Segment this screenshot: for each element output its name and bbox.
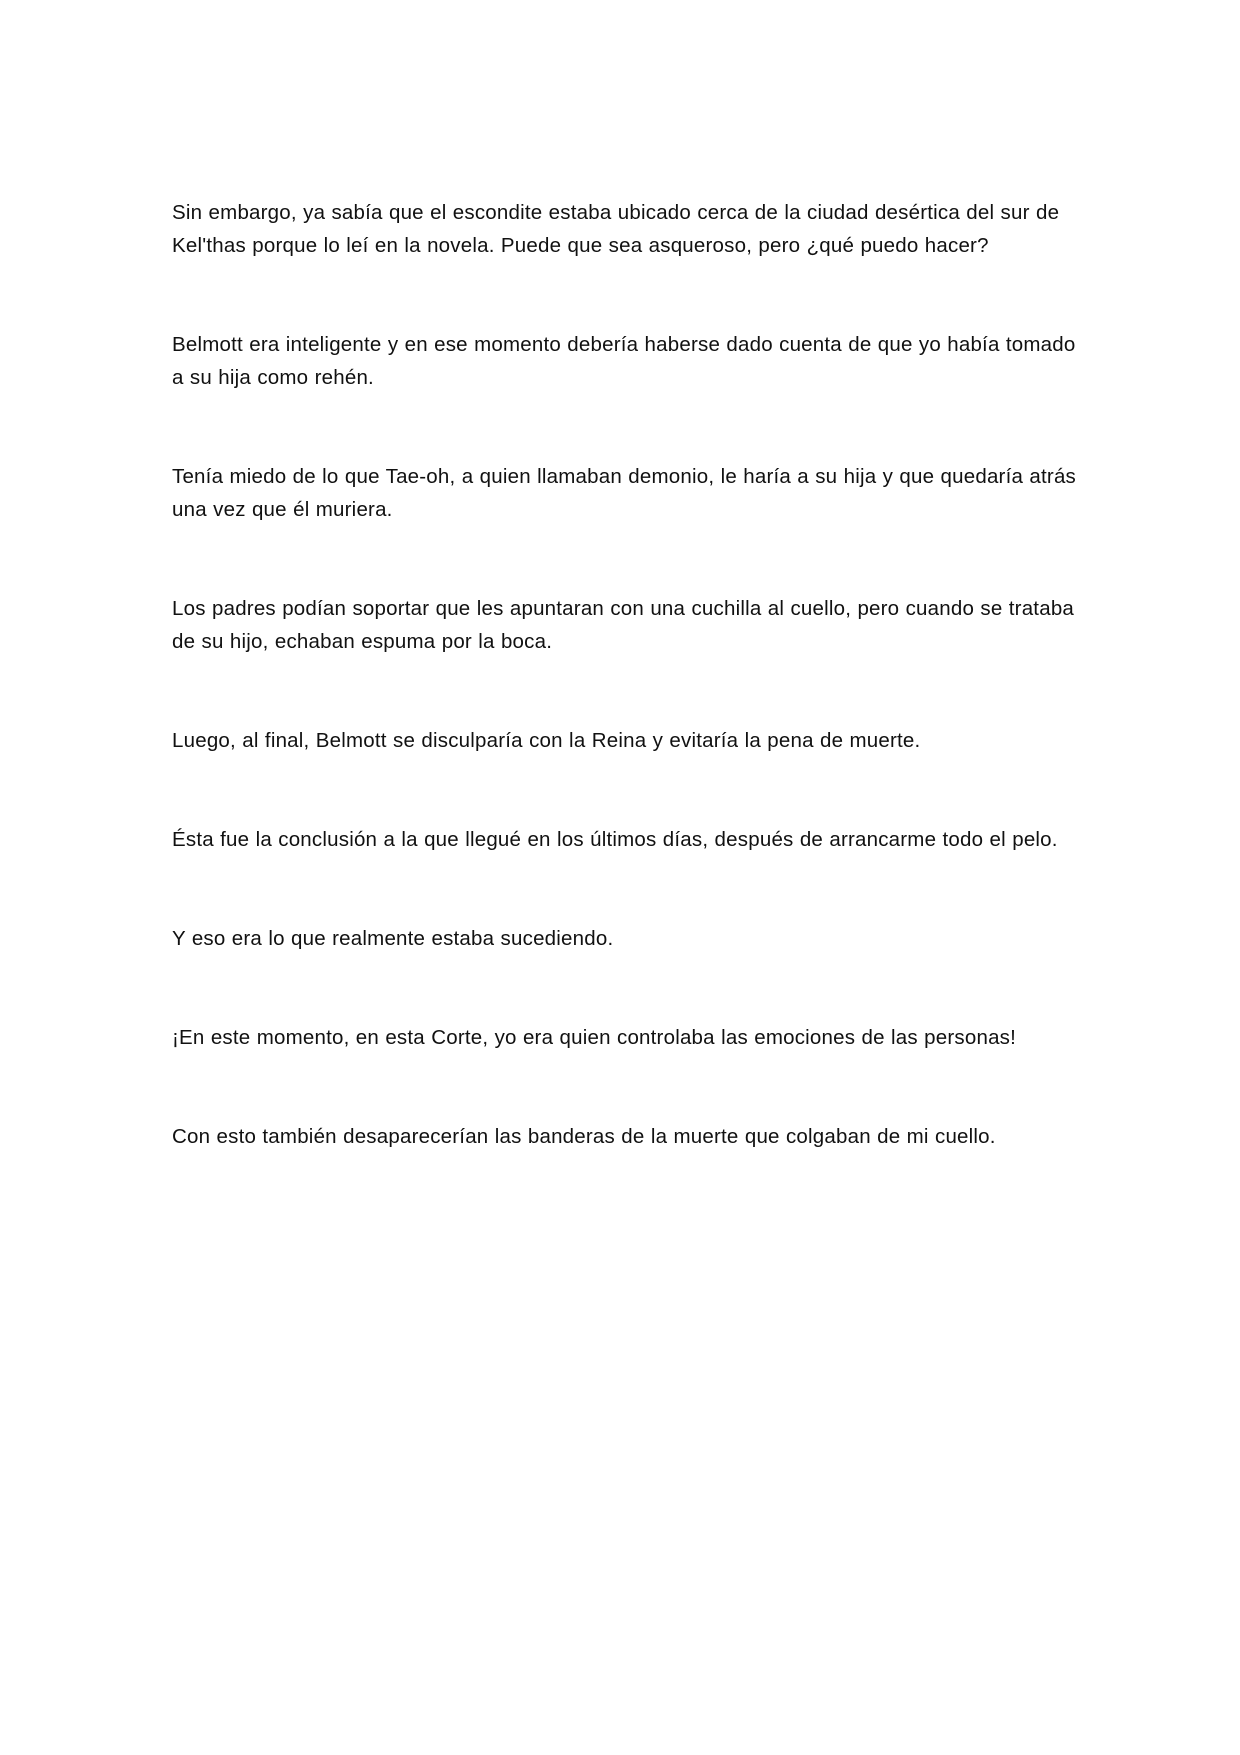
paragraph: Con esto también desaparecerían las banderas de la muerte que colgaban de mi cuello. (172, 1125, 996, 1148)
paragraph: Los padres podían soportar que les apuntaran con una cuchilla al cuello, pero cuando se trataba de su hijo, echaban espuma por la boca. (172, 597, 1075, 653)
paragraph: Luego, al final, Belmott se disculparía con la Reina y evitaría la pena de muerte. (172, 729, 921, 752)
paragraph: Belmott era inteligente y en ese momento debería haberse dado cuenta de que yo había tomado a su hija como rehén. (172, 333, 1076, 389)
paragraph: Tenía miedo de lo que Tae-oh, a quien llamaban demonio, le haría a su hija y que quedaría atrás una vez que él muriera. (172, 465, 1077, 521)
document-body (172, 196, 1090, 1153)
paragraph: ¡En este momento, en esta Corte, yo era quien controlaba las emociones de las personas! (172, 1026, 1017, 1049)
paragraph: Ésta fue la conclusión a la que llegué en los últimos días, después de arrancarme todo el pelo. (172, 828, 1058, 851)
paragraph: Sin embargo, ya sabía que el escondite estaba ubicado cerca de la ciudad desértica del sur de Kel'thas porque lo leí en la novela. Puede que sea asqueroso, pero ¿qué puedo hacer? (172, 201, 1060, 257)
paragraph: Y eso era lo que realmente estaba sucediendo. (172, 927, 614, 950)
